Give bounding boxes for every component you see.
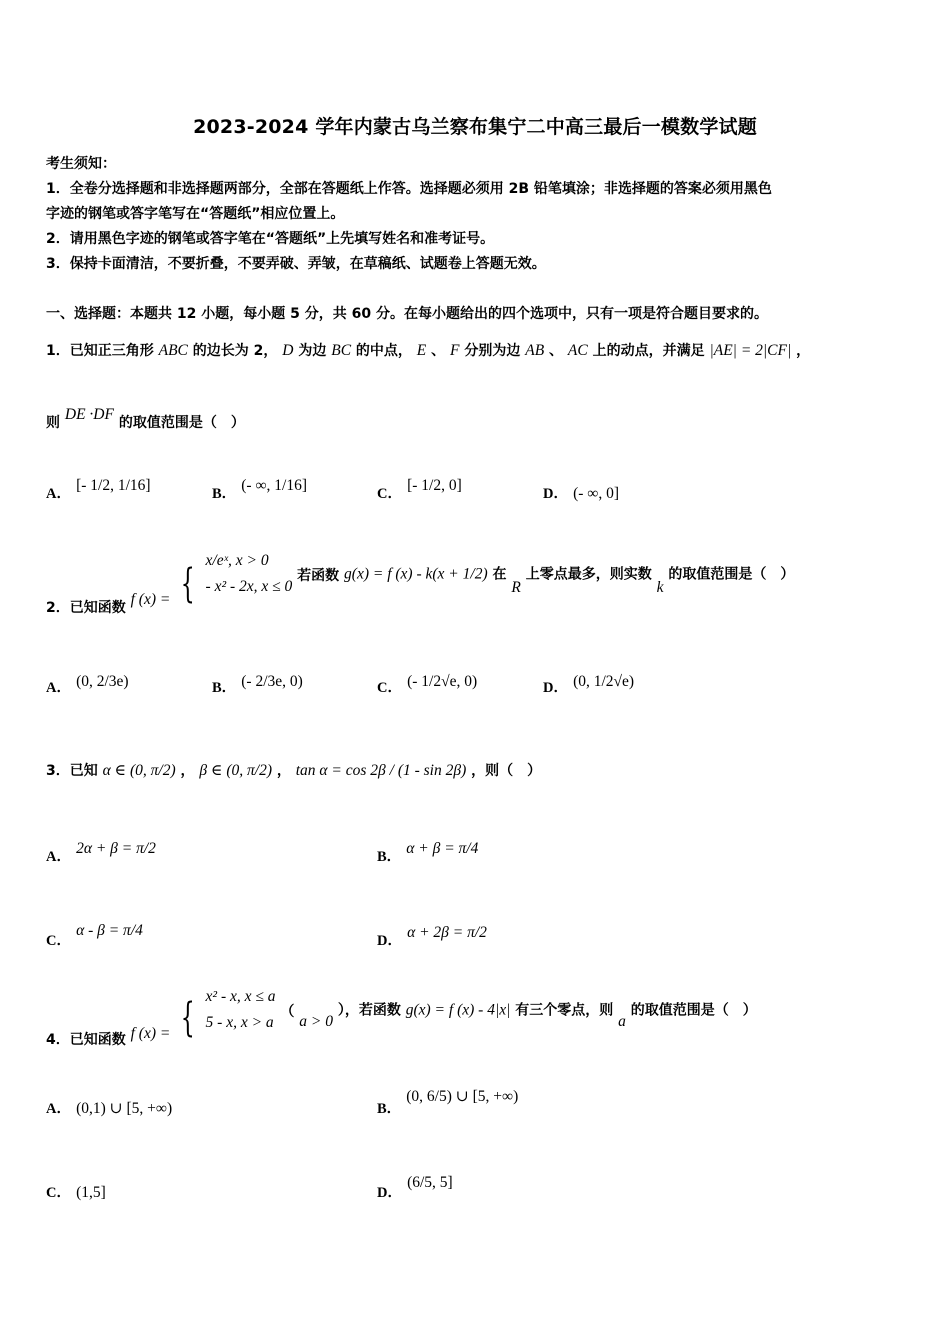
q4-option-c[interactable] bbox=[46, 1181, 106, 1202]
notice-item-2: 2．请用黑色字迹的钢笔或答字笔在“答题纸”上先填写姓名和准考证号。 bbox=[46, 231, 495, 247]
q2-text: 上零点最多，则实数 bbox=[525, 566, 652, 583]
page-title: 2023-2024 学年内蒙古乌兰察布集宁二中高三最后一模数学试题 bbox=[193, 116, 757, 138]
q1-text: ， bbox=[796, 343, 811, 359]
q1-text: 、 bbox=[431, 343, 446, 359]
q2-text: 2．已知函数 bbox=[46, 600, 126, 617]
option-math: (0, 1/2√e) bbox=[573, 673, 635, 690]
option-label: A． bbox=[46, 849, 71, 865]
q4-text: （ bbox=[280, 1004, 295, 1021]
q4-piecewise bbox=[206, 984, 276, 1037]
q1-math: E bbox=[416, 342, 427, 359]
q1-math: D bbox=[282, 342, 294, 359]
q2-option-d[interactable] bbox=[543, 673, 635, 697]
q2-case-2: - x² - 2x, x ≤ 0 bbox=[205, 578, 293, 596]
q3-text: 3．已知 bbox=[46, 763, 98, 779]
option-math: [- 1/2, 1/16] bbox=[76, 477, 151, 494]
q4-math-f: f (x) = bbox=[130, 1025, 171, 1043]
q2-case-1: x/eˣ, x > 0 bbox=[205, 552, 269, 569]
q4-case-2: 5 - x, x > a bbox=[205, 1014, 274, 1032]
brace-icon: { bbox=[180, 995, 195, 1042]
option-label: D． bbox=[377, 933, 402, 949]
q1-math: BC bbox=[331, 342, 352, 359]
option-label: C． bbox=[377, 680, 402, 696]
option-label: B． bbox=[212, 486, 237, 502]
option-label: C． bbox=[377, 486, 402, 502]
notice-heading: 考生须知： bbox=[46, 156, 116, 172]
q3-text: ， bbox=[180, 763, 195, 779]
q1-text: 、 bbox=[549, 343, 564, 359]
option-label: A． bbox=[46, 1101, 71, 1117]
notice-item-1b: 字迹的钢笔或答字笔写在“答题纸”相应位置上。 bbox=[46, 206, 345, 222]
option-label: B． bbox=[377, 1101, 402, 1117]
option-math: (1,5] bbox=[76, 1184, 106, 1201]
q2-math-r: R bbox=[511, 579, 521, 597]
q4-option-d[interactable] bbox=[377, 1174, 453, 1202]
q1-math: AB bbox=[525, 342, 545, 359]
q3-option-b[interactable] bbox=[377, 840, 479, 866]
q3-math-alpha: α ∈ (0, π/2) bbox=[102, 762, 176, 779]
q4-text: 的取值范围是（ ） bbox=[630, 1002, 757, 1019]
option-math: (0, 6/5) ∪ [5, +∞) bbox=[406, 1088, 519, 1105]
q1-stem-line1 bbox=[46, 340, 810, 360]
section-heading: 一、选择题：本题共 12 小题，每小题 5 分，共 60 分。在每小题给出的四个选项中，只有一项是符合题目要求的。 bbox=[46, 306, 768, 322]
option-label: A． bbox=[46, 680, 71, 696]
q4-text: 4．已知函数 bbox=[46, 1032, 126, 1049]
q4-math-g: g(x) = f (x) - 4|x| bbox=[405, 1001, 511, 1019]
q2-stem bbox=[46, 548, 795, 617]
q3-stem bbox=[46, 760, 541, 780]
option-math: [- 1/2, 0] bbox=[407, 477, 462, 494]
q4-math-a: a > 0 bbox=[299, 1013, 333, 1031]
q4-math-a2: a bbox=[618, 1013, 626, 1031]
q1-stem-line2 bbox=[46, 406, 245, 432]
q1-option-d[interactable] bbox=[543, 482, 619, 503]
option-math: α + 2β = π/2 bbox=[407, 924, 487, 941]
q4-case-1: x² - x, x ≤ a bbox=[205, 988, 276, 1005]
q2-text: 在 bbox=[492, 566, 507, 583]
q4-option-a[interactable] bbox=[46, 1097, 172, 1118]
option-label: B． bbox=[212, 680, 237, 696]
q2-math-g: g(x) = f (x) - k(x + 1/2) bbox=[344, 565, 488, 583]
notice-item-1a: 1．全卷分选择题和非选择题两部分，全部在答题纸上作答。选择题必须用 2B 铅笔填涂；非选择题的答案必须用黑色 bbox=[46, 181, 772, 197]
option-math: (- ∞, 1/16] bbox=[241, 477, 307, 494]
q3-text: ，则（ ） bbox=[471, 763, 542, 779]
option-math: (- 2/3e, 0) bbox=[241, 673, 303, 690]
option-label: B． bbox=[377, 849, 402, 865]
q1-math: ABC bbox=[158, 342, 188, 359]
q3-text: ， bbox=[276, 763, 291, 779]
option-math: (- ∞, 0] bbox=[573, 485, 619, 502]
q4-option-b[interactable] bbox=[377, 1088, 519, 1118]
q1-math: |AE| = 2|CF| bbox=[709, 342, 792, 359]
option-math: (- 1/2√e, 0) bbox=[407, 673, 478, 690]
option-label: C． bbox=[46, 1185, 71, 1201]
q2-piecewise bbox=[206, 548, 293, 601]
option-label: D． bbox=[377, 1185, 402, 1201]
option-math: α - β = π/4 bbox=[76, 922, 143, 939]
q4-stem bbox=[46, 984, 757, 1049]
q2-option-c[interactable] bbox=[377, 673, 478, 697]
q3-option-c[interactable] bbox=[46, 922, 143, 950]
q1-math: DE ·DF bbox=[64, 406, 114, 423]
q3-math-beta: β ∈ (0, π/2) bbox=[199, 762, 272, 779]
option-label: C． bbox=[46, 933, 71, 949]
option-label: D． bbox=[543, 486, 568, 502]
notice-item-3: 3．保持卡面清洁，不要折叠，不要弄破、弄皱，在草稿纸、试题卷上答题无效。 bbox=[46, 256, 546, 272]
option-label: D． bbox=[543, 680, 568, 696]
q1-option-b[interactable] bbox=[212, 477, 307, 503]
q1-math: F bbox=[450, 342, 460, 359]
q2-math-k: k bbox=[656, 579, 664, 597]
q1-text: 为边 bbox=[298, 343, 327, 359]
option-math: α + β = π/4 bbox=[406, 840, 479, 857]
q1-text: 的中点， bbox=[355, 343, 412, 359]
q4-text: 有三个零点，则 bbox=[515, 1002, 614, 1019]
option-math: (0,1) ∪ [5, +∞) bbox=[76, 1100, 173, 1117]
q4-text: ），若函数 bbox=[337, 1002, 401, 1019]
q2-math-f: f (x) = bbox=[130, 591, 171, 609]
q2-option-b[interactable] bbox=[212, 673, 303, 697]
q1-option-c[interactable] bbox=[377, 477, 462, 503]
q3-option-a[interactable] bbox=[46, 840, 156, 866]
q1-text: 则 bbox=[46, 415, 60, 431]
q2-option-a[interactable] bbox=[46, 673, 129, 697]
q1-text: 的边长为 2， bbox=[192, 343, 278, 359]
option-math: (0, 2/3e) bbox=[76, 673, 129, 690]
brace-icon: { bbox=[180, 561, 195, 608]
q1-text: 1．已知正三角形 bbox=[46, 343, 154, 359]
q2-text: 若函数 bbox=[297, 568, 340, 585]
q1-text: 的取值范围是（ ） bbox=[118, 415, 245, 431]
q2-text: 的取值范围是（ ） bbox=[668, 566, 795, 583]
option-math: 2α + β = π/2 bbox=[76, 840, 156, 857]
q1-text: 上的动点，并满足 bbox=[592, 343, 705, 359]
q3-option-d[interactable] bbox=[377, 924, 487, 950]
q1-text: 分别为边 bbox=[464, 343, 521, 359]
option-label: A． bbox=[46, 486, 71, 502]
q1-math: AC bbox=[567, 342, 588, 359]
option-math: (6/5, 5] bbox=[407, 1174, 453, 1191]
q1-option-a[interactable] bbox=[46, 477, 151, 503]
q3-math-tan: tan α = cos 2β / (1 - sin 2β) bbox=[295, 762, 467, 779]
